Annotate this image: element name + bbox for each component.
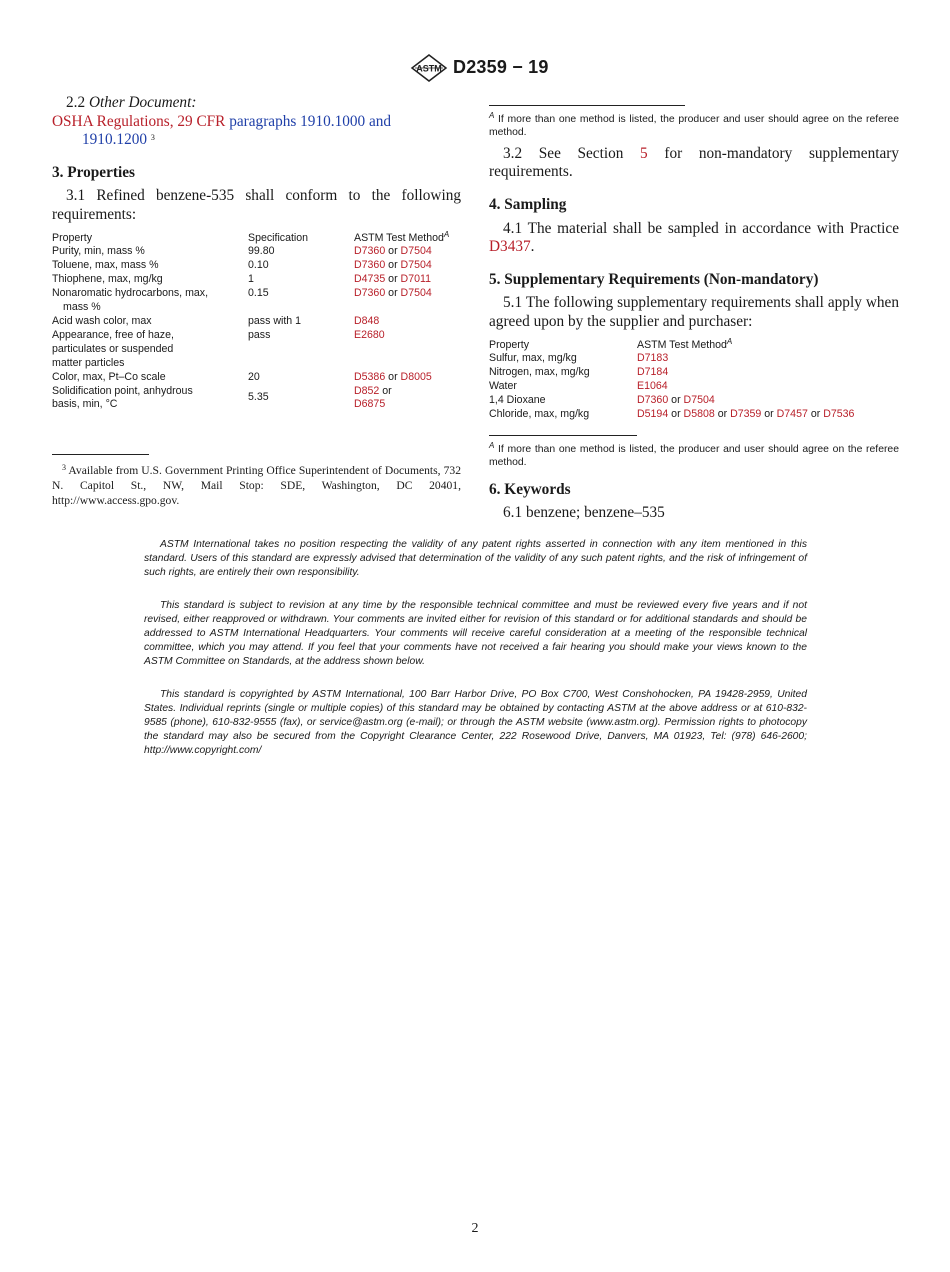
table-footnote-rule-2 (489, 435, 637, 436)
method-link[interactable]: D5386 (354, 370, 386, 383)
method-link[interactable]: D7536 (823, 408, 855, 421)
or-text: or (764, 408, 774, 421)
or-text: or (388, 370, 398, 383)
spec-cell: 99.80 (248, 245, 275, 258)
method-link[interactable]: D852 (354, 384, 380, 397)
property-line: matter particles (52, 356, 125, 369)
method-link[interactable]: D7504 (683, 394, 715, 407)
osha-reference (52, 113, 461, 132)
method-link[interactable]: D7504 (400, 287, 432, 300)
property-line: basis, min, °C (52, 398, 118, 411)
table-row (52, 371, 461, 385)
revision-notice: This standard is subject to revision at any time by the responsible technical committee and must be reviewed every five years and if not revised, either reapproved or withdrawn. Your comments are invited either for revision of this standard or for additional standards and should be addressed to ASTM International Headquarters. Your comments will receive careful consideration at a meeting of the responsible technical committee, which you may attend. If you feel that your comments have not received a fair hearing you should make your views known to the ASTM Committee on Standards, at the address shown below. (144, 600, 807, 667)
spec-cell: pass (248, 328, 271, 341)
patent-notice: ASTM International takes no position respecting the validity of any patent rights asserted in connection with any item mentioned in this standard. Users of this standard are expressly advised that determination of the validity of any such patent rights, and the risk of infringement of such rights, are entirely their own responsibility. (144, 539, 807, 578)
astm-logo-icon (410, 54, 448, 82)
col-header-property: Property (489, 338, 530, 351)
or-text: or (810, 408, 821, 421)
property-line: mass % (63, 301, 101, 314)
d3437-link[interactable]: D3437 (489, 238, 531, 256)
property-line: Purity, min, mass % (52, 245, 145, 258)
or-text: or (388, 273, 398, 286)
page-number: 2 (471, 1221, 479, 1236)
table-row (52, 245, 461, 259)
property-line: particulates or suspended (52, 342, 174, 355)
property-line: Solidification point, anhydrous (52, 384, 193, 397)
method-link[interactable]: D7457 (776, 408, 808, 421)
method-cell (354, 245, 461, 259)
method-link[interactable]: E1064 (637, 380, 668, 393)
property-cell: Sulfur, max, mg/kg (489, 352, 577, 365)
spec-cell: pass with 1 (248, 315, 301, 327)
right-column (489, 94, 899, 523)
method-link[interactable]: D6875 (354, 398, 386, 411)
spec-cell: 0.15 (248, 287, 269, 300)
method-cell (354, 259, 461, 273)
table-row (52, 385, 461, 413)
property-cell (52, 385, 248, 413)
properties-table (52, 229, 461, 413)
table-row (489, 366, 899, 380)
property-cell (52, 315, 248, 329)
table-row (489, 380, 899, 394)
table-footnote-a: $^A$ If more than one method is listed, the producer and user should agree on the referee method. (489, 111, 899, 139)
method-link[interactable]: D7504 (400, 259, 432, 272)
method-link[interactable]: E2680 (354, 328, 385, 341)
supplementary-table (489, 336, 899, 422)
osha-paragraphs-link-2[interactable]: 1910.1200 (82, 131, 148, 149)
method-cell (637, 366, 899, 380)
page-header (0, 54, 950, 84)
table-row (52, 329, 461, 371)
method-cell (637, 352, 899, 366)
spec-cell: 0.10 (248, 259, 269, 272)
section-6-1-text: 6.1 benzene; benzene–535 (503, 504, 665, 522)
or-text: or (388, 245, 398, 258)
col-header-method: ASTM Test Method$^A$ (637, 336, 733, 351)
property-cell (52, 245, 248, 259)
osha-link[interactable]: OSHA Regulations, 29 CFR (52, 112, 226, 130)
method-cell (354, 273, 461, 287)
table-row (489, 408, 899, 422)
method-link[interactable]: D5194 (637, 408, 669, 421)
or-text: or (671, 394, 681, 407)
or-text: or (382, 384, 392, 397)
spec-cell: 1 (248, 273, 254, 286)
table-footnote-rule (489, 105, 685, 106)
table-header-row (52, 232, 461, 246)
section-2-2-heading: 2.2 Other Document: (66, 94, 197, 111)
property-cell: Water (489, 380, 517, 393)
method-link[interactable]: D7360 (637, 394, 669, 407)
method-cell (354, 329, 461, 371)
section-6-heading: 6. Keywords (489, 480, 571, 498)
method-cell (354, 385, 461, 413)
property-line: Nonaromatic hydrocarbons, max, (52, 287, 209, 300)
table-row (52, 315, 461, 329)
copyright-notice: This standard is copyrighted by ASTM International, 100 Barr Harbor Drive, PO Box C700, West Conshohocken, PA 19428-2959, United States. Individual reprints (single or multiple copies) of this standard may be obtained by contacting ASTM at the above address or at 610-832-9585 (phone), 610-832-9555 (fax), or service@astm.org (e-mail); or through the ASTM website (www.astm.org). Permission rights to photocopy the standard may also be secured from the Copyright Clearance Center, 222 Rosewood Drive, Danvers, MA 01923, Tel: (978) 646-2600; http://www.copyright.com/ (144, 689, 807, 756)
section-5-1-text: 5.1 The following supplementary requirements shall apply when agreed upon by the supplier and purchaser: (489, 294, 899, 330)
property-cell (52, 287, 248, 315)
section-4-1-text: 4.1 The material shall be sampled in accordance with Practice D3437. (489, 219, 899, 256)
table-row (489, 352, 899, 366)
section-4-heading: 4. Sampling (489, 196, 567, 213)
method-cell (354, 287, 461, 315)
or-text: or (388, 259, 398, 272)
property-cell (52, 273, 248, 287)
method-link[interactable]: D8005 (400, 370, 432, 383)
or-text: or (671, 408, 681, 421)
document-designation: D2359 − 19 (453, 57, 549, 77)
method-link[interactable]: D7011 (400, 273, 431, 286)
spec-cell: 20 (248, 370, 260, 383)
method-link[interactable]: D7504 (400, 245, 432, 258)
osha-paragraphs-link[interactable]: paragraphs 1910.1000 and (229, 112, 392, 130)
table-footnote-a-2: $^A$ If more than one method is listed, the producer and user should agree on the referee method. (489, 441, 899, 469)
property-line: Acid wash color, max (52, 315, 152, 327)
section-5-link[interactable]: 5 (640, 144, 648, 162)
section-3-1-text: 3.1 Refined benzene-535 shall conform to the following requirements: (52, 187, 461, 223)
method-cell (637, 380, 899, 394)
footnote-3-marker: 3 (150, 133, 155, 143)
osha-reference-cont (52, 131, 461, 150)
property-cell (52, 329, 248, 371)
property-line: Color, max, Pt–Co scale (52, 370, 166, 383)
property-cell: 1,4 Dioxane (489, 394, 546, 407)
property-cell: Nitrogen, max, mg/kg (489, 366, 590, 379)
method-link[interactable]: D7360 (354, 287, 386, 300)
col-header-method: ASTM Test Method$^A$ (354, 229, 450, 244)
method-link[interactable]: D7360 (354, 245, 386, 258)
table-row (489, 394, 899, 408)
or-text: or (717, 408, 728, 421)
method-cell (637, 408, 899, 422)
method-link[interactable]: D5808 (683, 408, 715, 421)
table-row (52, 287, 461, 315)
method-link[interactable]: D848 (354, 315, 380, 327)
method-link[interactable]: D4735 (354, 273, 386, 286)
table-row (52, 259, 461, 273)
spec-cell: 5.35 (248, 391, 269, 404)
table-row (52, 273, 461, 287)
method-cell (354, 371, 461, 385)
section-3-heading: 3. Properties (52, 163, 135, 181)
or-text: or (388, 287, 398, 300)
table-header-row (489, 339, 899, 353)
method-cell (354, 315, 461, 329)
footnote-3: $^3$ Available from U.S. Government Printing Office Superintendent of Documents, 732 N. Capitol St., NW, Mail Stop: SDE, Washington, DC 20401, http://www.access.gpo.gov. (52, 463, 461, 508)
section-3-2-text: 3.2 See Section 5 for non-mandatory supplementary requirements. (489, 144, 900, 181)
footnote-rule (52, 454, 149, 455)
property-line: Toluene, max, mass % (52, 259, 159, 272)
property-cell: Chloride, max, mg/kg (489, 408, 590, 421)
property-line: Appearance, free of haze, (52, 328, 174, 341)
method-cell (637, 394, 899, 408)
section-5-heading: 5. Supplementary Requirements (Non-mandatory) (489, 270, 819, 288)
method-link[interactable]: D7183 (637, 352, 669, 365)
method-link[interactable]: D7359 (730, 408, 762, 421)
method-link[interactable]: D7360 (354, 259, 386, 272)
svg-text:ASTM: ASTM (416, 63, 442, 74)
left-column (52, 94, 461, 508)
method-link[interactable]: D7184 (637, 366, 669, 379)
col-header-property: Property (52, 231, 93, 244)
property-cell (52, 371, 248, 385)
col-header-spec: Specification (248, 231, 309, 244)
property-cell (52, 259, 248, 273)
property-line: Thiophene, max, mg/kg (52, 273, 163, 286)
